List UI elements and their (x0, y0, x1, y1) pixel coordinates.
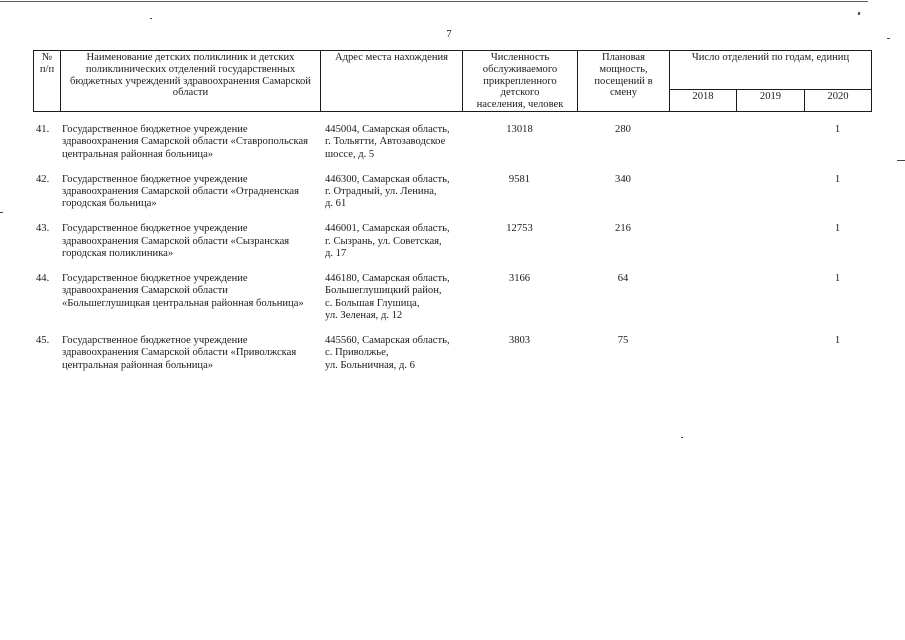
text-line: здравоохранения Самарской области «Отрадненская (62, 186, 299, 198)
text-line: Численность (490, 52, 550, 63)
text-line: бюджетных учреждений здравоохранения Самарской (70, 75, 311, 87)
row-number: 41. (36, 124, 50, 135)
departments-2019 (736, 223, 804, 260)
scan-speck (681, 437, 683, 438)
table-body (33, 124, 872, 384)
text-line: области (172, 87, 209, 99)
text-line: смену (609, 87, 638, 99)
table-header (33, 50, 872, 112)
table-row (33, 273, 872, 323)
departments-2018 (669, 174, 736, 211)
text-line: городская больница» (62, 198, 157, 210)
text-line: г. Тольятти, Автозаводское (325, 136, 446, 148)
departments-2020: 1 (834, 173, 841, 185)
header-address (320, 50, 462, 111)
scan-speck (0, 212, 3, 213)
text-line: ул. Зеленая, д. 12 (325, 310, 403, 322)
table-row (33, 174, 872, 211)
child-population: 3803 (508, 334, 531, 346)
text-line: Государственное бюджетное учреждение (62, 272, 248, 284)
institution-name (60, 174, 320, 211)
header-child-population (462, 50, 577, 111)
header-year-2019: 2019 (736, 89, 804, 111)
child-population: 13018 (506, 124, 533, 135)
header-year-2018: 2018 (669, 89, 736, 111)
scan-speck (897, 160, 905, 161)
departments-2019 (736, 273, 804, 323)
planned-capacity: 75 (617, 334, 629, 346)
text-line: Государственное бюджетное учреждение (62, 124, 248, 135)
text-line: 445004, Самарская область, (325, 124, 450, 135)
page-number: 7 (446, 29, 452, 40)
header-year-2020: 2020 (804, 89, 871, 111)
departments-2020: 1 (834, 223, 841, 235)
institution-address (320, 174, 462, 211)
child-population: 12753 (506, 223, 533, 235)
text-line: Плановая (601, 52, 646, 63)
planned-capacity: 340 (615, 173, 631, 185)
planned-capacity: 64 (617, 272, 629, 284)
departments-2019 (736, 174, 804, 211)
text-line: центральная районная больница» (62, 148, 214, 160)
text-line: Государственное бюджетное учреждение (62, 334, 248, 346)
departments-2020: 1 (834, 124, 841, 135)
row-number: 45. (36, 334, 50, 346)
text-line: Большеглушицкий район, (325, 285, 442, 297)
table-row (33, 335, 872, 372)
text-line: 446300, Самарская область, (325, 173, 450, 185)
header-institution-name (60, 50, 320, 111)
text-line: г. Отрадный, ул. Ленина, (325, 186, 437, 198)
row-number: 42. (36, 173, 50, 185)
institution-name (60, 335, 320, 372)
text-line: д. 61 (325, 198, 347, 210)
text-line: центральная районная больница» (62, 359, 214, 371)
text-line: Государственное бюджетное учреждение (62, 223, 248, 235)
text-line: шоссе, д. 5 (325, 148, 375, 160)
institution-address (320, 273, 462, 323)
row-number: 43. (36, 223, 50, 235)
text-line: здравоохранения Самарской области (62, 285, 228, 297)
departments-2020: 1 (834, 272, 841, 284)
institution-name (60, 223, 320, 260)
text-line: № (41, 52, 53, 63)
text-line: 446001, Самарская область, (325, 223, 450, 235)
child-population: 9581 (508, 173, 531, 185)
institution-name (60, 124, 320, 161)
text-line: здравоохранения Самарской области «Ставропольская (62, 136, 309, 148)
child-population: 3166 (508, 272, 531, 284)
text-line: ул. Больничная, д. 6 (325, 359, 415, 371)
departments-2018 (669, 223, 736, 260)
text-line: здравоохранения Самарской области «Приволжская (62, 347, 297, 359)
header-departments-by-year: Число отделений по годам, единиц (669, 50, 871, 89)
text-line: населения, человек (476, 99, 564, 111)
text-line: с. Большая Глушица, (325, 297, 420, 309)
departments-2018 (669, 273, 736, 323)
planned-capacity: 280 (615, 124, 631, 135)
text-line: мощность, (599, 63, 648, 75)
text-line: здравоохранения Самарской области «Сызранская (62, 235, 290, 247)
departments-2020: 1 (834, 334, 841, 346)
departments-2019 (736, 335, 804, 372)
departments-2018 (669, 124, 736, 161)
text-line: 445560, Самарская область, (325, 334, 450, 346)
text-line: «Большеглушицкая центральная районная больница» (62, 297, 304, 309)
text-line: Адрес места нахождения (334, 52, 449, 63)
table-row (33, 223, 872, 260)
departments-2019 (736, 124, 804, 161)
institution-address (320, 223, 462, 260)
text-line: прикрепленного (483, 75, 557, 87)
departments-2018 (669, 335, 736, 372)
scan-speck (858, 12, 861, 16)
header-row-number (33, 50, 60, 111)
header-planned-capacity (577, 50, 669, 111)
text-line: Государственное бюджетное учреждение (62, 173, 248, 185)
text-line: г. Сызрань, ул. Советская, (325, 235, 442, 247)
text-line: п/п (39, 63, 55, 75)
institution-address (320, 335, 462, 372)
institution-name (60, 273, 320, 323)
text-line: детского (500, 87, 540, 99)
scan-speck (887, 38, 890, 39)
institution-address (320, 124, 462, 161)
text-line: д. 17 (325, 248, 347, 260)
text-line: городская поликлиника» (62, 248, 174, 260)
planned-capacity: 216 (615, 223, 631, 235)
text-line: посещений в (594, 75, 653, 87)
scan-edge-line (0, 1, 868, 2)
text-line: поликлинических отделений государственных (85, 63, 296, 75)
table-row (33, 124, 872, 161)
text-line: Наименование детских поликлиник и детских (86, 52, 295, 63)
text-line: обслуживаемого (482, 63, 558, 75)
scan-speck (150, 18, 152, 19)
text-line: с. Приволжье, (325, 347, 389, 359)
text-line: 446180, Самарская область, (325, 272, 450, 284)
row-number: 44. (36, 272, 50, 284)
